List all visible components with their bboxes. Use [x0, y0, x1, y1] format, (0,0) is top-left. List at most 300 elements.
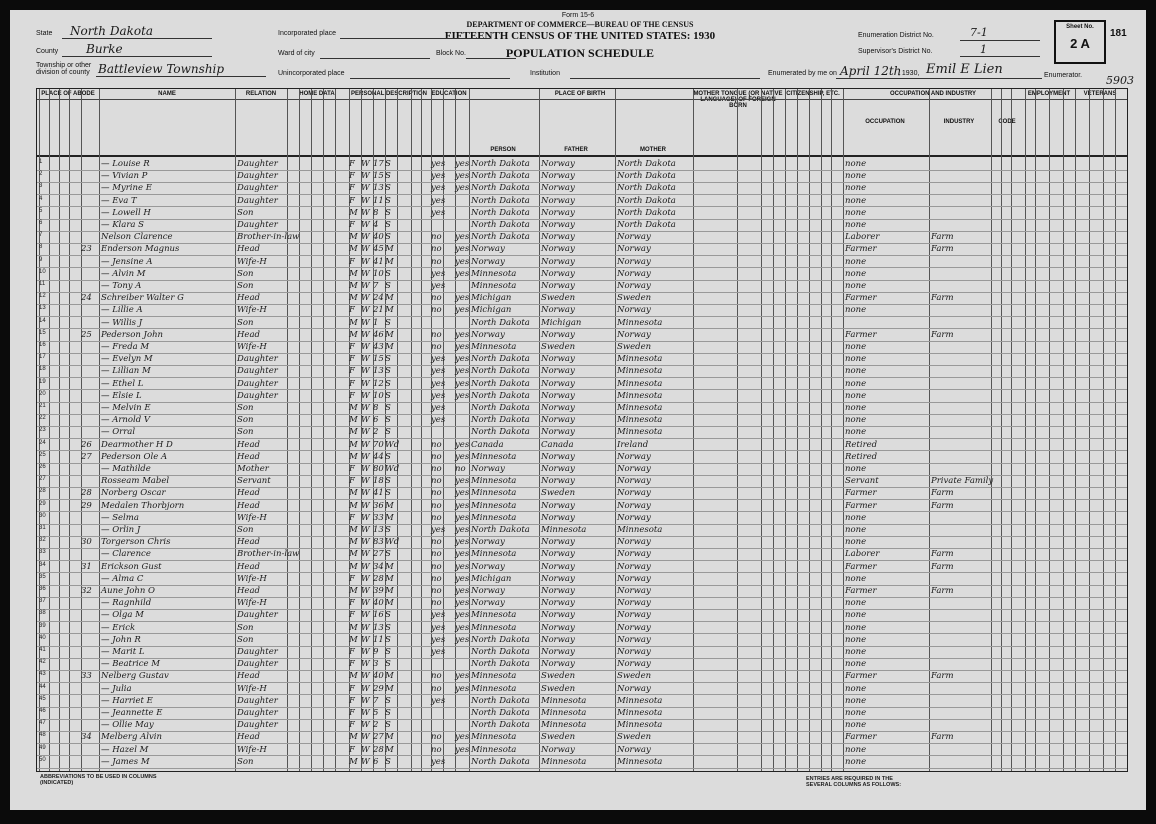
birthplace-mother: Norway [617, 500, 651, 511]
birthplace-person: Minnesota [471, 268, 517, 279]
table-row [37, 488, 1127, 500]
birthplace-father: Minnesota [541, 525, 587, 535]
relation: Head [237, 293, 260, 304]
attended-school: yes [431, 171, 446, 182]
row-number: 39 [39, 622, 46, 629]
supervisor-value: 1 [980, 43, 987, 56]
birthplace-person: Minnesota [471, 671, 517, 682]
relation: Daughter [237, 159, 278, 169]
can-read: yes [455, 500, 470, 511]
row-number: 46 [39, 708, 46, 714]
birthplace-mother: North Dakota [617, 159, 676, 169]
enumerator-underline [836, 78, 1042, 79]
marital-status: S [385, 647, 391, 657]
dwelling-number: 34 [81, 732, 92, 743]
enumerated-date: April 12th [840, 64, 902, 78]
table-row [37, 623, 1127, 635]
subhead-occupation: OCCUPATION [865, 119, 905, 125]
age: 3 [373, 659, 379, 670]
birthplace-person: North Dakota [471, 403, 530, 413]
can-read: yes [455, 378, 470, 389]
industry: Farm [931, 488, 954, 499]
relation: Daughter [237, 195, 278, 206]
group-relation: RELATION [245, 91, 277, 97]
can-read: yes [455, 634, 470, 645]
industry: Farm [931, 244, 954, 255]
birthplace-person: Minnesota [471, 732, 517, 743]
sex: M [349, 281, 358, 291]
attended-school: yes [431, 756, 446, 767]
industry: Farm [931, 329, 954, 340]
race: W [361, 317, 370, 328]
sex: F [349, 171, 355, 182]
marital-status: Wd [385, 464, 400, 474]
row-number: 12 [39, 293, 46, 300]
sex: F [349, 476, 355, 487]
birthplace-mother: Norway [617, 573, 651, 584]
subhead-father: FATHER [564, 147, 588, 153]
age: 4 [373, 220, 379, 230]
occupation: none [845, 415, 867, 426]
birthplace-mother: Norway [617, 464, 651, 474]
sex: F [349, 708, 355, 718]
birthplace-mother: Norway [617, 659, 651, 670]
state-label: State [36, 30, 53, 37]
age: 7 [373, 695, 379, 706]
birthplace-mother: Minnesota [617, 708, 663, 718]
birthplace-father: Norway [541, 415, 575, 426]
person-name: — Harriet E [101, 695, 153, 706]
age: 44 [373, 451, 384, 462]
person-name: — Orral [101, 427, 136, 438]
birthplace-mother: North Dakota [617, 195, 676, 206]
relation: Daughter [237, 390, 278, 401]
occupation: none [845, 159, 867, 169]
attended-school: no [431, 451, 442, 462]
enum-district-value: 7-1 [970, 26, 988, 39]
row-number: 13 [39, 305, 46, 312]
person-name: — Orlin J [101, 525, 141, 535]
birthplace-person: Norway [471, 586, 505, 596]
sex: F [349, 183, 355, 194]
birthplace-person: Minnesota [471, 476, 517, 487]
entries-note: ENTRIES ARE REQUIRED IN THE SEVERAL COLUMNS AS FOLLOWS: [806, 776, 902, 788]
row-number: 22 [39, 415, 46, 422]
marital-status: S [385, 720, 391, 731]
row-number: 8 [39, 244, 43, 251]
birthplace-mother: Sweden [617, 293, 652, 304]
year-suffix: , 1930, [898, 70, 920, 77]
birthplace-mother: Norway [617, 329, 651, 340]
occupation: Farmer [845, 671, 877, 682]
sex: M [349, 561, 358, 572]
can-read: yes [455, 683, 470, 694]
birthplace-mother: Norway [617, 647, 651, 657]
age: 13 [373, 525, 384, 535]
can-read: yes [455, 268, 470, 279]
table-row [37, 586, 1127, 598]
population-table [36, 88, 1128, 772]
table-row [37, 391, 1127, 403]
occupation: none [845, 720, 867, 731]
birthplace-person: North Dakota [471, 427, 530, 438]
occupation: none [845, 573, 867, 584]
table-row [37, 305, 1127, 317]
race: W [361, 659, 370, 670]
table-row [37, 525, 1127, 537]
birthplace-mother: Norway [617, 598, 651, 609]
attended-school: yes [431, 390, 446, 401]
relation: Daughter [237, 171, 278, 182]
race: W [361, 256, 370, 267]
dwelling-number: 27 [81, 451, 92, 462]
person-name: — Jensine A [101, 256, 153, 267]
can-read: yes [455, 354, 470, 365]
table-row [37, 196, 1127, 208]
county-label: County [36, 48, 59, 55]
occupation: Farmer [845, 293, 877, 304]
person-name: — Eva T [101, 195, 137, 206]
can-read: yes [455, 476, 470, 487]
birthplace-mother: Minnesota [617, 378, 663, 389]
row-number: 17 [39, 354, 46, 361]
birthplace-father: Norway [541, 586, 575, 596]
birthplace-father: Norway [541, 390, 575, 401]
age: 7 [373, 281, 379, 291]
marital-status: M [385, 329, 394, 340]
attended-school: yes [431, 366, 446, 377]
industry: Farm [931, 293, 954, 304]
can-read: yes [455, 732, 470, 743]
industry: Farm [931, 732, 954, 743]
enum-district-underline [960, 40, 1040, 41]
table-row [37, 403, 1127, 415]
row-number: 3 [39, 183, 43, 190]
birthplace-father: Norway [541, 610, 575, 621]
occupation: Laborer [845, 549, 880, 560]
race: W [361, 598, 370, 609]
attended-school: no [431, 561, 442, 572]
race: W [361, 622, 370, 633]
birthplace-mother: Sweden [617, 732, 652, 743]
can-read: yes [455, 256, 470, 267]
marital-status: M [385, 256, 394, 267]
sheet-number-label: Sheet No. [1066, 24, 1094, 30]
marital-status: S [385, 451, 391, 462]
person-name: — James M [101, 756, 150, 767]
birthplace-person: North Dakota [471, 159, 530, 169]
birthplace-mother: North Dakota [617, 207, 676, 218]
age: 70 [373, 439, 384, 450]
race: W [361, 708, 370, 718]
sex: F [349, 366, 355, 377]
department-title: DEPARTMENT OF COMMERCE—BUREAU OF THE CENSUS [466, 20, 694, 29]
occupation: none [845, 207, 867, 218]
group-mother-tongue: MOTHER TONGUE (OR NATIVE LANGUAGE) OF FOREIGN BORN [693, 91, 783, 109]
person-name: — Arnold V [101, 415, 150, 426]
birthplace-person: North Dakota [471, 708, 530, 718]
relation: Son [237, 281, 254, 291]
relation: Wife-H [237, 683, 267, 694]
birthplace-mother: Norway [617, 537, 651, 548]
marital-status: S [385, 317, 391, 328]
dwelling-number: 33 [81, 671, 92, 682]
table-row [37, 440, 1127, 452]
incorporated-label: Incorporated place [278, 30, 336, 37]
row-number: 36 [39, 586, 46, 592]
relation: Head [237, 537, 260, 548]
sex: F [349, 354, 355, 365]
can-read: yes [455, 598, 470, 609]
relation: Wife-H [237, 305, 267, 316]
birthplace-person: North Dakota [471, 695, 530, 706]
row-number: 28 [39, 488, 46, 495]
occupation: none [845, 427, 867, 438]
relation: Son [237, 622, 254, 633]
birthplace-person: North Dakota [471, 366, 530, 377]
relation: Head [237, 244, 260, 255]
table-row [37, 610, 1127, 622]
group-name: NAME [158, 91, 176, 97]
birthplace-father: Norway [541, 598, 575, 609]
row-number: 6 [39, 220, 43, 226]
relation: Daughter [237, 183, 278, 194]
industry: Farm [931, 586, 954, 596]
sex: F [349, 220, 355, 230]
block-underline [466, 58, 516, 59]
enum-district-label: Enumeration District No. [858, 32, 934, 39]
attended-school: yes [431, 159, 446, 169]
stamp-top: 181 [1110, 28, 1127, 39]
birthplace-person: North Dakota [471, 207, 530, 218]
birthplace-person: North Dakota [471, 659, 530, 670]
attended-school: yes [431, 403, 446, 413]
birthplace-person: North Dakota [471, 378, 530, 389]
can-read: yes [455, 537, 470, 548]
relation: Brother-in-law [237, 549, 300, 560]
header-rule-1 [37, 99, 1127, 100]
marital-status: S [385, 659, 391, 670]
block-label: Block No. [436, 50, 466, 57]
person-name: — Tony A [101, 281, 142, 291]
birthplace-mother: Norway [617, 586, 651, 596]
birthplace-father: Norway [541, 281, 575, 291]
age: 80 [373, 464, 384, 474]
occupation: none [845, 366, 867, 377]
birthplace-person: Michigan [471, 305, 512, 316]
marital-status: M [385, 342, 394, 352]
attended-school: yes [431, 695, 446, 706]
occupation: none [845, 708, 867, 718]
age: 2 [373, 720, 379, 731]
occupation: Farmer [845, 488, 877, 499]
age: 16 [373, 610, 384, 621]
relation: Daughter [237, 378, 278, 389]
birthplace-person: Minnesota [471, 512, 517, 523]
sex: M [349, 403, 358, 413]
person-name: Dearmother H D [101, 439, 173, 450]
race: W [361, 159, 370, 169]
sex: F [349, 659, 355, 670]
sex: M [349, 329, 358, 340]
relation: Son [237, 317, 254, 328]
race: W [361, 439, 370, 450]
birthplace-person: Minnesota [471, 451, 517, 462]
race: W [361, 720, 370, 731]
birthplace-father: Sweden [541, 683, 576, 694]
person-name: Melberg Alvin [101, 732, 162, 743]
table-row [37, 452, 1127, 464]
relation: Head [237, 671, 260, 682]
occupation: Laborer [845, 232, 880, 243]
marital-status: M [385, 671, 394, 682]
attended-school: no [431, 305, 442, 316]
attended-school: no [431, 573, 442, 584]
marital-status: S [385, 634, 391, 645]
race: W [361, 427, 370, 438]
person-name: — Alvin M [101, 268, 146, 279]
institution-underline [570, 78, 760, 79]
industry: Farm [931, 671, 954, 682]
birthplace-person: North Dakota [471, 195, 530, 206]
age: 13 [373, 622, 384, 633]
schedule-title: POPULATION SCHEDULE [505, 46, 655, 60]
relation: Daughter [237, 647, 278, 657]
age: 13 [373, 183, 384, 194]
age: 11 [373, 634, 384, 645]
person-name: — Klara S [101, 220, 144, 230]
birthplace-person: Minnesota [471, 622, 517, 633]
occupation: none [845, 354, 867, 365]
enumerator-label: Enumerator. [1044, 72, 1083, 79]
table-row [37, 220, 1127, 232]
table-row [37, 330, 1127, 342]
relation: Head [237, 451, 260, 462]
person-name: — Hazel M [101, 744, 149, 755]
sex: F [349, 720, 355, 731]
table-row [37, 476, 1127, 488]
occupation: Retired [845, 451, 878, 462]
subhead-industry: INDUSTRY [943, 119, 975, 125]
attended-school: yes [431, 354, 446, 365]
occupation: none [845, 598, 867, 609]
can-read: yes [455, 305, 470, 316]
dwelling-number: 24 [81, 293, 92, 304]
table-row [37, 635, 1127, 647]
age: 46 [373, 329, 384, 340]
race: W [361, 525, 370, 535]
age: 18 [373, 476, 384, 487]
row-number: 11 [39, 281, 46, 287]
person-name: — Mathilde [101, 464, 151, 474]
marital-status: S [385, 549, 391, 560]
race: W [361, 232, 370, 243]
birthplace-father: Sweden [541, 342, 576, 352]
row-number: 32 [39, 537, 46, 544]
group-citizenship: CITIZENSHIP, ETC. [786, 91, 840, 97]
state-underline [62, 38, 212, 39]
marital-status: M [385, 586, 394, 596]
birthplace-mother: Norway [617, 512, 651, 523]
row-number: 16 [39, 342, 46, 348]
birthplace-mother: Minnesota [617, 390, 663, 401]
table-row [37, 684, 1127, 696]
birthplace-father: Norway [541, 427, 575, 438]
race: W [361, 549, 370, 560]
table-row [37, 671, 1127, 683]
marital-status: M [385, 744, 394, 755]
race: W [361, 476, 370, 487]
table-row [37, 720, 1127, 732]
birthplace-father: Norway [541, 159, 575, 169]
row-number: 24 [39, 439, 46, 446]
birthplace-mother: Minnesota [617, 525, 663, 535]
age: 8 [373, 403, 379, 413]
birthplace-mother: Sweden [617, 671, 652, 682]
table-row [37, 659, 1127, 671]
age: 13 [373, 366, 384, 377]
race: W [361, 293, 370, 304]
can-read: yes [455, 451, 470, 462]
can-read: yes [455, 573, 470, 584]
person-name: — Jeannette E [101, 708, 163, 718]
birthplace-mother: Norway [617, 549, 651, 560]
row-number: 4 [39, 195, 43, 202]
can-read: yes [455, 561, 470, 572]
sex: F [349, 512, 355, 523]
attended-school: yes [431, 415, 446, 426]
table-row [37, 232, 1127, 244]
birthplace-mother: Norway [617, 488, 651, 499]
birthplace-father: Norway [541, 451, 575, 462]
occupation: none [845, 171, 867, 182]
person-name: Nelson Clarence [101, 232, 173, 243]
relation: Wife-H [237, 744, 267, 755]
marital-status: S [385, 403, 391, 413]
occupation: none [845, 183, 867, 194]
group-education: EDUCATION [431, 91, 467, 97]
can-read: no [455, 464, 466, 474]
enumerator-signature: Emil E Lien [926, 62, 1003, 77]
table-row [37, 464, 1127, 476]
group-place-of-birth: PLACE OF BIRTH [554, 91, 606, 97]
race: W [361, 403, 370, 413]
marital-status: M [385, 573, 394, 584]
occupation: none [845, 390, 867, 401]
race: W [361, 268, 370, 279]
age: 12 [373, 378, 384, 389]
age: 83 [373, 537, 384, 548]
birthplace-mother: Norway [617, 683, 651, 694]
table-row [37, 696, 1127, 708]
birthplace-mother: Minnesota [617, 366, 663, 377]
age: 29 [373, 683, 384, 694]
birthplace-person: Norway [471, 598, 505, 609]
marital-status: S [385, 695, 391, 706]
person-name: Enderson Magnus [101, 244, 180, 255]
relation: Head [237, 732, 260, 743]
birthplace-mother: Minnesota [617, 720, 663, 731]
row-number: 25 [39, 451, 46, 458]
sex: M [349, 488, 358, 499]
table-row [37, 354, 1127, 366]
marital-status: S [385, 427, 391, 438]
sex: F [349, 610, 355, 621]
race: W [361, 329, 370, 340]
marital-status: M [385, 500, 394, 511]
attended-school: yes [431, 610, 446, 621]
relation: Son [237, 403, 254, 413]
